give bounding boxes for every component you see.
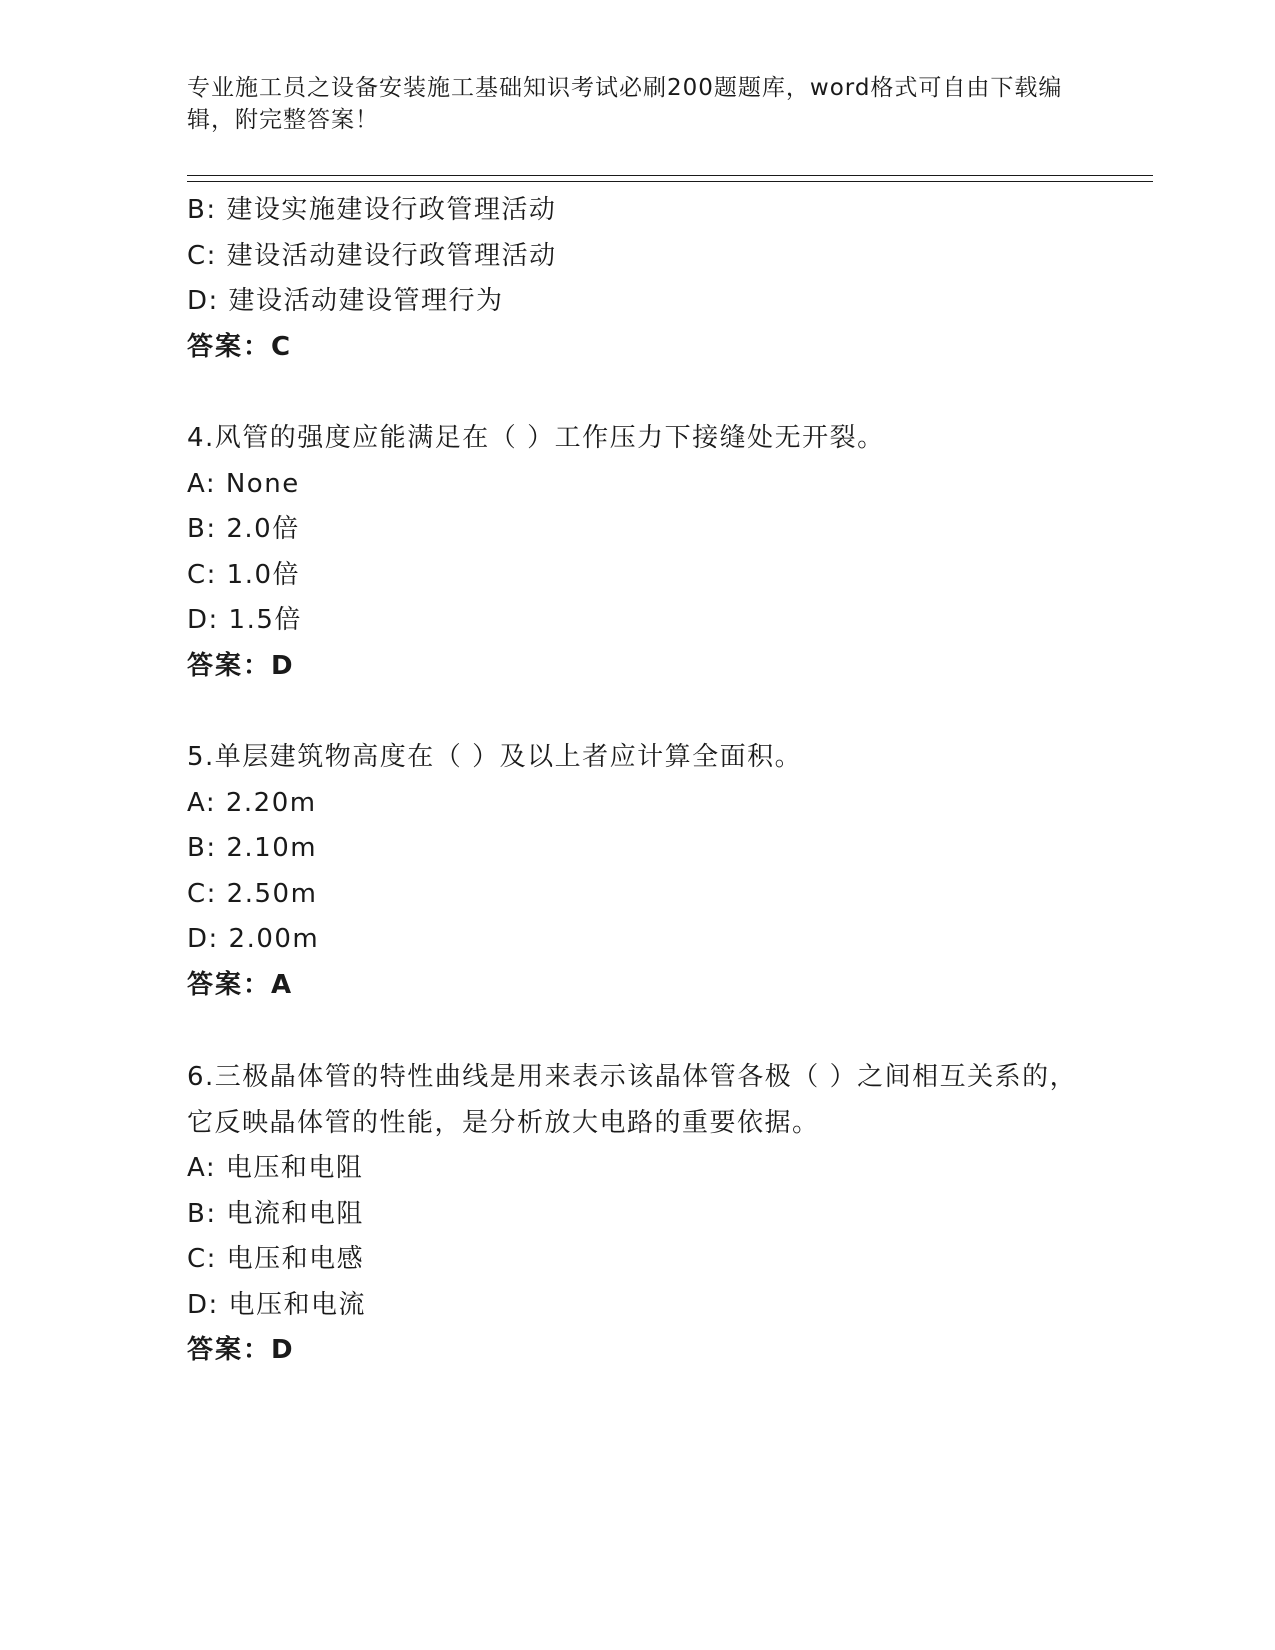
answer-line: 答案：A [187,969,294,1000]
answer-line: 答案：D [187,1335,295,1365]
option-b: B: 建设实施建设行政管理活动 [187,195,557,225]
header-rule-top [187,175,1153,176]
question-3 [187,188,1087,370]
question-list [187,188,1087,1374]
answer-line: 答案：C [187,331,293,362]
option-a: A: None [187,468,300,499]
spacer [187,1008,1087,1054]
question-stem: 4.风管的强度应能满足在（ ）工作压力下接缝处无开裂。 [187,423,885,453]
option-d: D: 1.5倍 [187,605,302,635]
question-6 [187,1054,1087,1374]
option-d: D: 建设活动建设管理行为 [187,286,504,316]
question-5 [187,735,1087,1008]
option-b: B: 2.10m [187,833,318,863]
option-d: D: 2.00m [187,924,320,954]
answer-line: 答案：D [187,650,295,681]
option-c: C: 1.0倍 [187,559,301,590]
option-b: B: 2.0倍 [187,514,300,544]
option-c: C: 2.50m [187,878,318,909]
option-c: C: 电压和电感 [187,1244,365,1274]
option-c: C: 建设活动建设行政管理活动 [187,240,557,271]
question-4 [187,416,1087,689]
option-a: A: 2.20m [187,787,317,818]
question-stem: 5.单层建筑物高度在（ ）及以上者应计算全面积。 [187,742,803,772]
document-header: 专业施工员之设备安装施工基础知识考试必刷200题题库，word格式可自由下载编辑，附完整答案！ [187,75,1063,133]
header-rule-bottom [187,181,1153,182]
option-b: B: 电流和电阻 [187,1198,364,1229]
option-d: D: 电压和电流 [187,1289,367,1320]
spacer [187,370,1087,416]
question-stem: 6.三极晶体管的特性曲线是用来表示该晶体管各极（ ）之间相互关系的，它反映晶体管的性能，是分析放大电路的重要依据。 [187,1062,1078,1138]
option-a: A: 电压和电阻 [187,1153,364,1183]
spacer [187,689,1087,735]
